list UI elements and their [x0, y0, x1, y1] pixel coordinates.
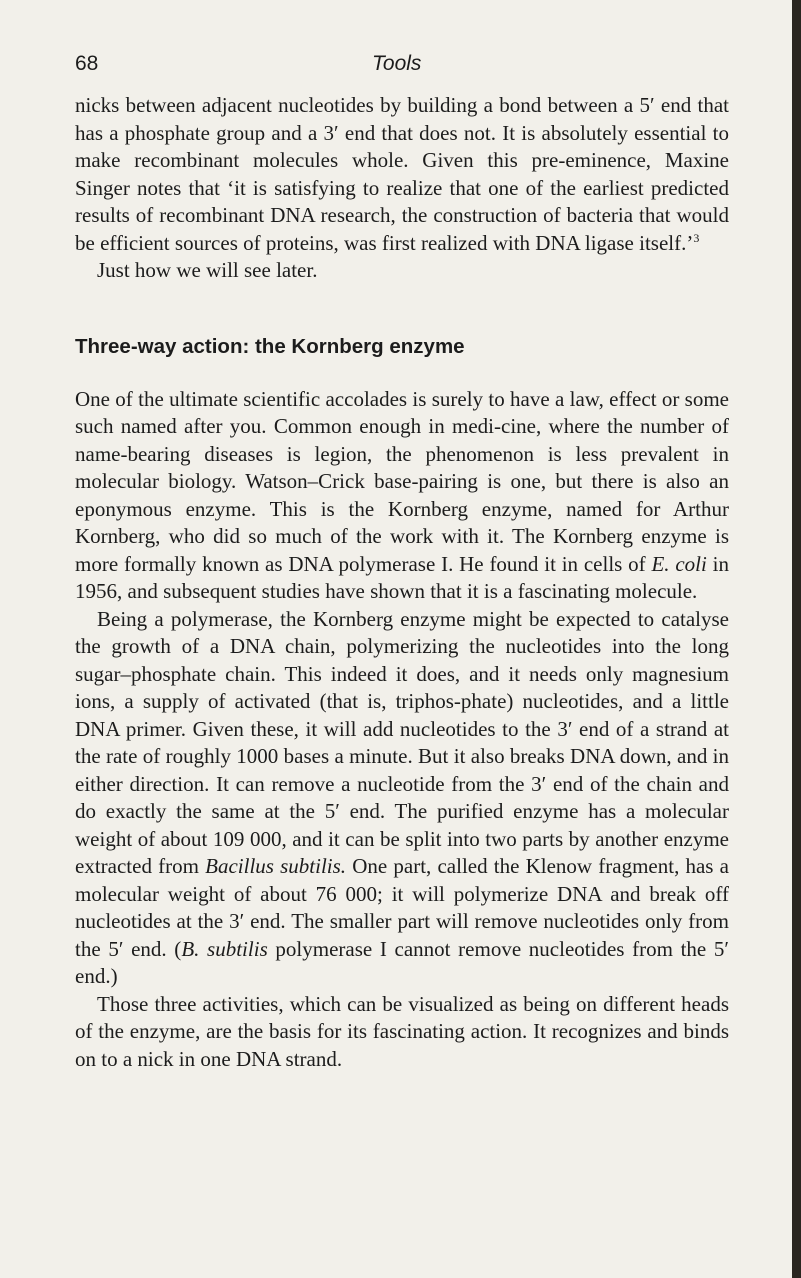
paragraph-eponymous-text: One of the ultimate scientific accolades is surely to have a law, effect or some such named after you. Common enough in medi-cine, where the number of name-bearing diseases is legion, the phenomenon is less prevalent in molecular biology. Watson–Crick base-pairing is one, but there is also an eponymous enzyme. This is the Kornberg enzyme, named for Arthur Kornberg, who did so much of the work with it. The Kornberg enzyme is more formally known as DNA polymerase I. He found it in cells of	[75, 386, 729, 576]
paragraph-eponymous-end: in 1956, and subsequent studies have shown that it is a fascinating molecule.	[75, 551, 729, 603]
paragraph-see-later: Just how we will see later.	[97, 258, 318, 282]
paragraph-polymerase-c: polymerase I cannot remove nucleotides from the 5′ end.)	[75, 936, 729, 988]
page-number: 68	[75, 52, 99, 75]
paragraph-polymerase-b: One part, called the Klenow fragment, has a molecular weight of about 76 000; it will polymerize DNA and break off nucleotides at the 3′ end. The smaller part will remove nucleotides only from the 5′ end. (	[75, 854, 729, 961]
section-heading: Three-way action: the Kornberg enzyme	[75, 334, 465, 358]
page-edge-shadow	[792, 0, 801, 1278]
paragraph-polymerase	[75, 606, 729, 991]
paragraph-ligase	[75, 92, 729, 257]
species-ecoli: E. coli	[651, 551, 707, 576]
paragraph-ligase-text: nicks between adjacent nucleotides by building a bond between a 5′ end that has a phosphate group and a 3′ end that does not. It is absolutely essential to make recombinant molecules whole. Given this pre-eminence, Maxine Singer notes that ‘it is satisfying to realize that one of the earliest predicted results of recombinant DNA research, the construction of bacteria that would be efficient sources of proteins, was first realized with DNA ligase itself.’	[75, 93, 729, 255]
species-bsubtilis: B. subtilis	[181, 936, 268, 961]
page-body	[75, 92, 729, 1073]
species-bacillus: Bacillus subtilis.	[205, 854, 347, 878]
page-header	[75, 52, 725, 84]
running-head: Tools	[372, 52, 422, 75]
paragraph-eponymous	[75, 386, 729, 606]
paragraph-polymerase-a: Being a polymerase, the Kornberg enzyme might be expected to catalyse the growth of a DNA chain, polymerizing the nucleotides into the long sugar–phosphate chain. This indeed it does, and it needs only magnesium ions, a supply of activated (that is, triphos-phate) nucleotides, and a little DNA primer. Given these, it will add nucleotides to the 3′ end of a strand at the rate of roughly 1000 bases a minute. But it also breaks DNA down, and in either direction. It can remove a nucleotide from the 3′ end of the chain and do exactly the same at the 5′ end. The purified enzyme has a molecular weight of about 109 000, and it can be split into two parts by another enzyme extracted from	[75, 606, 729, 878]
footnote-ref: 3	[693, 230, 700, 245]
paragraph-three-activities: Those three activities, which can be visualized as being on different heads of the enzyme, are the basis for its fascinating action. It recognizes and binds on to a nick in one DNA strand.	[75, 991, 729, 1071]
